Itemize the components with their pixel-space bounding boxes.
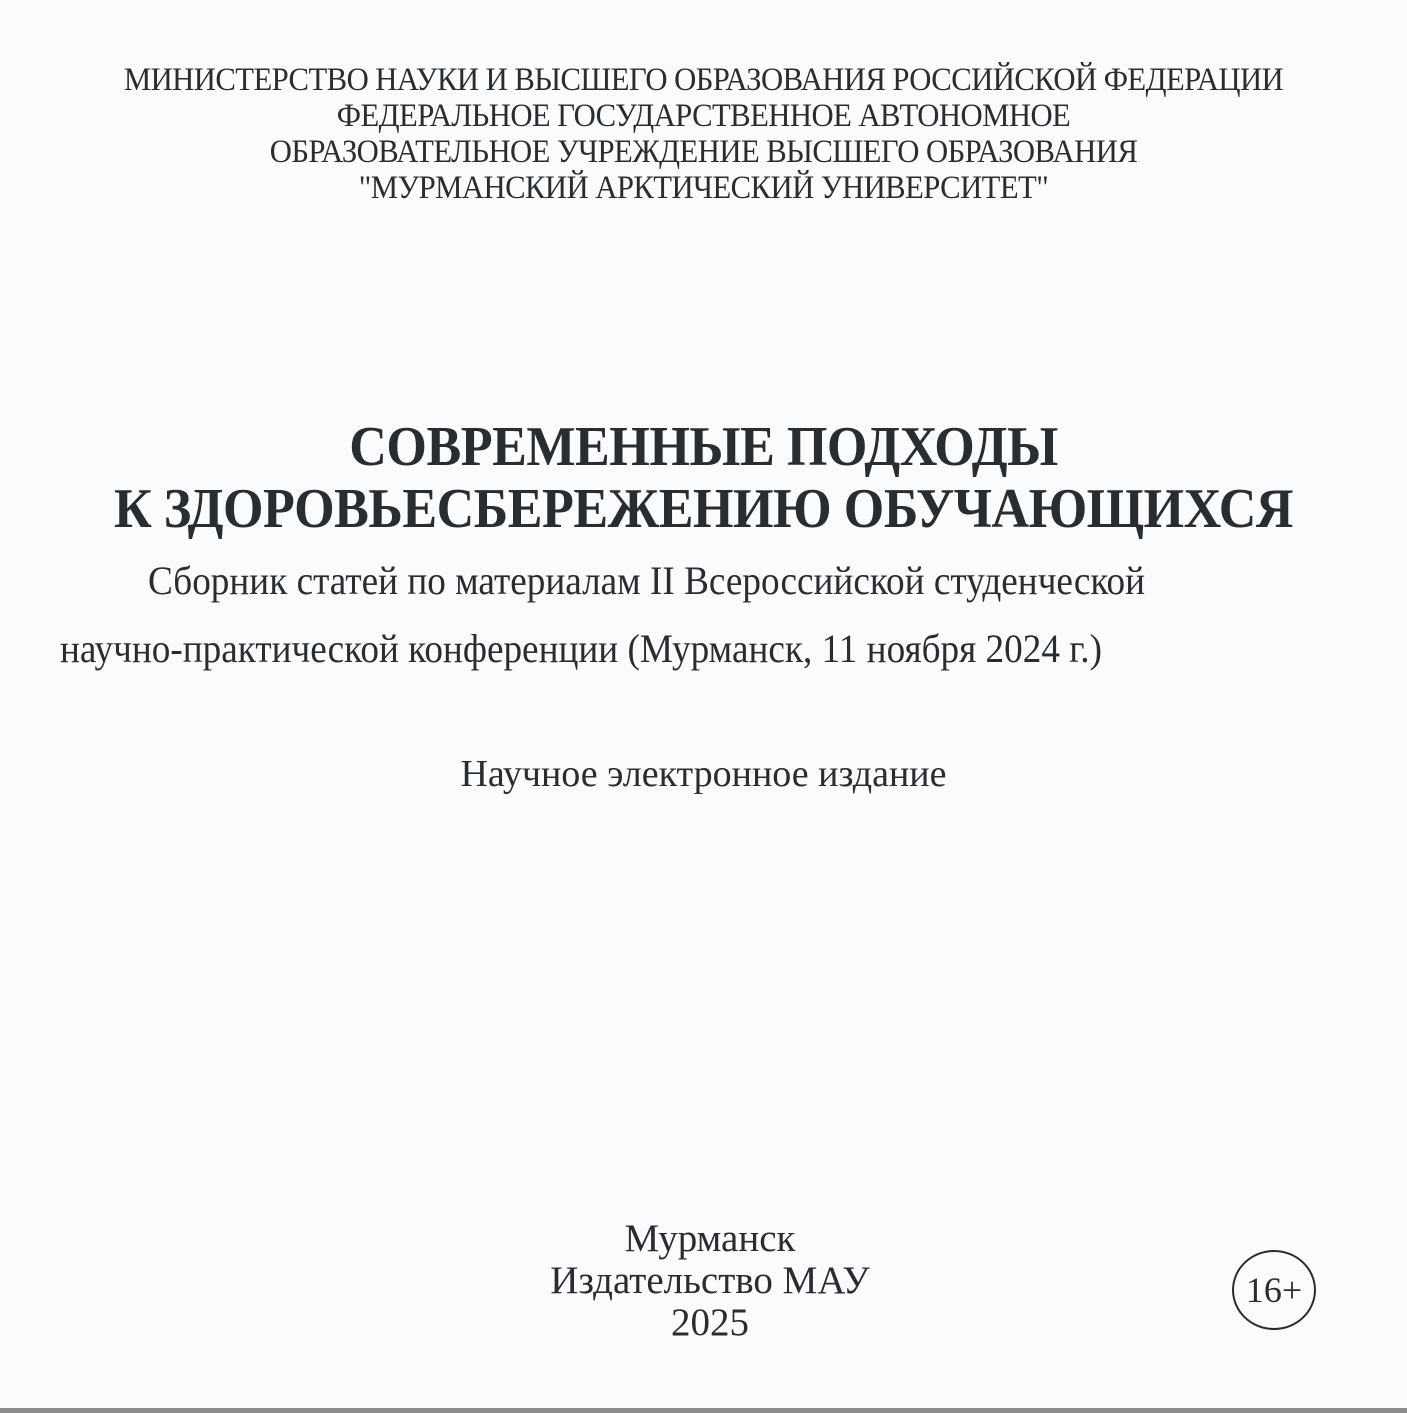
- imprint: [0, 1218, 1407, 1344]
- ministry-line-3: ОБРАЗОВАТЕЛЬНОЕ УЧРЕЖДЕНИЕ ВЫСШЕГО ОБРАЗОВАНИЯ: [269, 134, 1138, 170]
- imprint-city: Мурманск: [624, 1217, 796, 1260]
- imprint-year: 2025: [671, 1301, 749, 1344]
- subtitle-line-1: Сборник статей по материалам II Всероссийской студенческой: [148, 558, 1146, 603]
- title-line-1: СОВРЕМЕННЫЕ ПОДХОДЫ: [349, 416, 1058, 478]
- imprint-publisher: Издательство МАУ: [550, 1259, 870, 1302]
- age-rating-badge: [1232, 1250, 1316, 1330]
- ministry-line-2: ФЕДЕРАЛЬНОЕ ГОСУДАРСТВЕННОЕ АВТОНОМНОЕ: [336, 98, 1071, 134]
- document-title: [49, 416, 1358, 540]
- age-rating-label: 16+: [1245, 1270, 1303, 1310]
- ministry-line-4: "МУРМАНСКИЙ АРКТИЧЕСКИЙ УНИВЕРСИТЕТ": [358, 170, 1049, 206]
- edition-type: Научное электронное издание: [460, 753, 947, 795]
- title-line-2: К ЗДОРОВЬЕСБЕРЕЖЕНИЮ ОБУЧАЮЩИХСЯ: [113, 478, 1294, 540]
- ministry-header: [49, 62, 1358, 206]
- ministry-line-1: МИНИСТЕРСТВО НАУКИ И ВЫСШЕГО ОБРАЗОВАНИЯ РОССИЙСКОЙ ФЕДЕРАЦИИ: [123, 62, 1284, 98]
- page-edge-divider: [0, 1408, 1407, 1413]
- subtitle-line-2: научно-практической конференции (Мурманск, 11 ноября 2024 г.): [60, 626, 1102, 671]
